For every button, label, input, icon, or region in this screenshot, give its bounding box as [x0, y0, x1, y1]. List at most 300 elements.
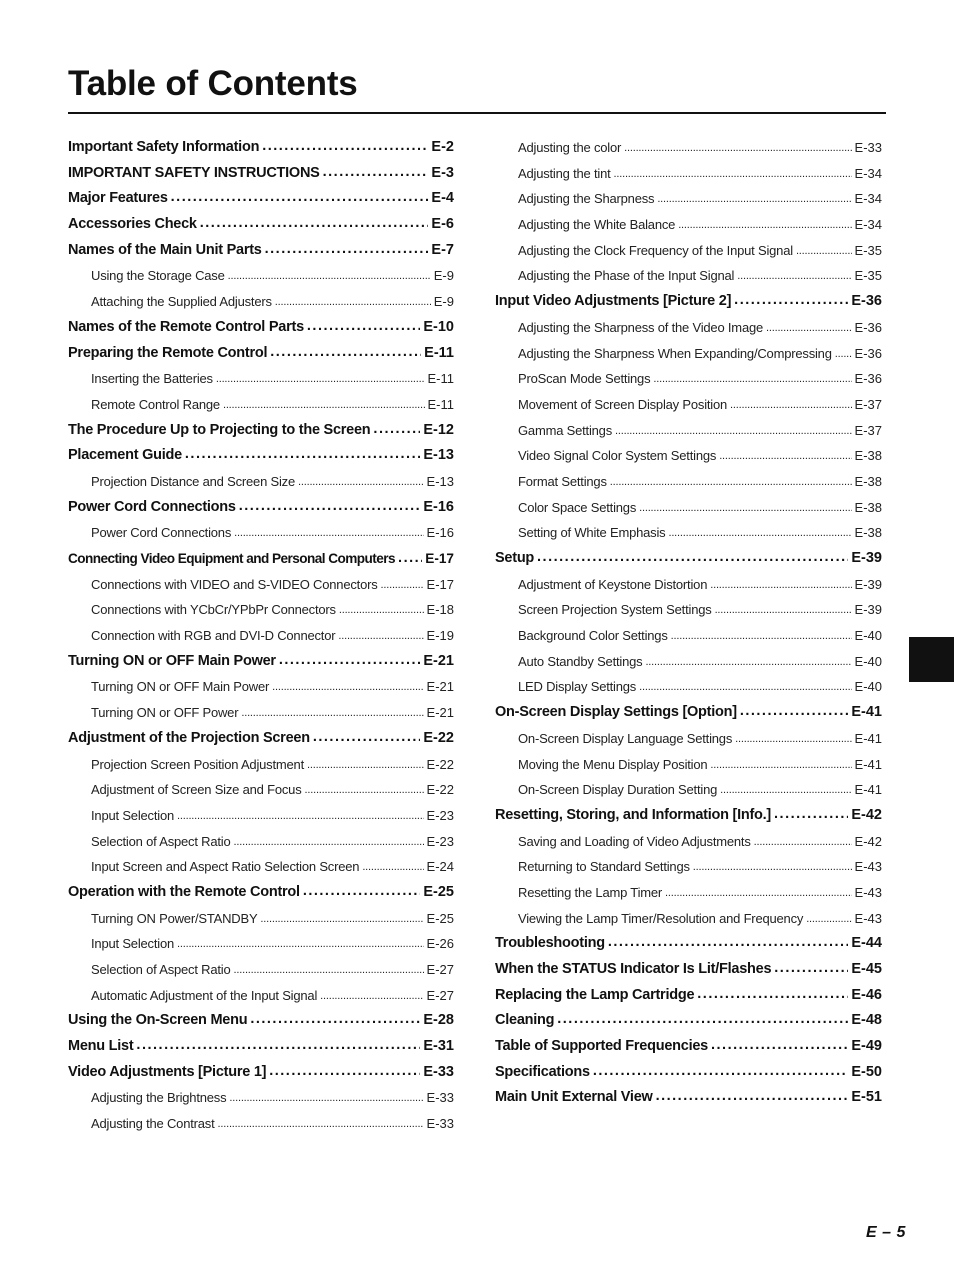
toc-entry-page: E-37	[854, 422, 882, 438]
toc-entry-title: Adjusting the Sharpness of the Video Image	[518, 319, 764, 335]
toc-entry-title: On-Screen Display Language Settings	[518, 730, 733, 746]
toc-leader-dots	[362, 855, 423, 881]
toc-entry-page: E-11	[427, 396, 454, 412]
toc-entry-page: E-21	[426, 705, 454, 721]
toc-subsection-entry[interactable]	[495, 777, 882, 803]
toc-entry-title: Movement of Screen Display Position	[518, 396, 728, 412]
toc-entry-page: E-51	[851, 1089, 882, 1106]
toc-entry-title: LED Display Settings	[518, 679, 637, 695]
toc-subsection-entry[interactable]	[68, 572, 454, 598]
toc-leader-dots	[272, 675, 423, 701]
toc-leader-dots	[796, 239, 852, 265]
toc-entry-page: E-11	[424, 344, 454, 361]
toc-entry-title: Using the Storage Case	[91, 268, 225, 284]
section-tab-marker	[909, 637, 954, 682]
toc-entry-title: Accessories Check	[68, 216, 197, 233]
toc-entry-title: When the STATUS Indicator Is Lit/Flashes	[495, 961, 772, 977]
title-rule	[68, 112, 886, 114]
toc-leader-dots	[275, 290, 431, 316]
toc-entry-title: Adjustment of the Projection Screen	[68, 729, 310, 746]
toc-entry-title: Adjusting the Phase of the Input Signal	[518, 268, 735, 284]
toc-leader-dots	[298, 470, 424, 496]
toc-subsection-entry[interactable]	[495, 572, 882, 598]
toc-entry-page: E-36	[851, 293, 882, 310]
toc-subsection-entry[interactable]	[495, 392, 882, 418]
toc-entry-title: Setup	[495, 550, 535, 566]
toc-section-entry[interactable]	[68, 1008, 454, 1034]
toc-leader-dots	[305, 778, 424, 804]
toc-section-entry[interactable]	[68, 546, 454, 572]
toc-entry-page: E-10	[423, 318, 454, 335]
toc-leader-dots	[279, 648, 421, 674]
toc-entry-page: E-31	[423, 1038, 454, 1055]
toc-entry-title: Table of Supported Frequencies	[495, 1038, 708, 1055]
toc-leader-dots	[265, 237, 429, 263]
toc-entry-title: Moving the Menu Display Position	[518, 756, 708, 772]
toc-entry-title: The Procedure Up to Projecting to the Screen	[68, 421, 371, 438]
toc-subsection-entry[interactable]	[495, 443, 882, 469]
toc-subsection-entry[interactable]	[68, 289, 454, 315]
toc-entry-page: E-49	[851, 1038, 882, 1055]
toc-entry-title: Video Adjustments [Picture 1]	[68, 1063, 267, 1080]
toc-entry-title: Placement Guide	[68, 447, 182, 464]
toc-entry-title: Background Color Settings	[518, 628, 668, 644]
toc-subsection-entry[interactable]	[68, 803, 454, 829]
toc-leader-dots	[250, 1007, 420, 1033]
toc-leader-dots	[177, 932, 424, 958]
toc-subsection-entry[interactable]	[68, 392, 454, 418]
toc-subsection-entry[interactable]	[495, 674, 882, 700]
toc-entry-title: Projection Screen Position Adjustment	[91, 756, 304, 772]
toc-entry-title: Remote Control Range	[91, 396, 220, 412]
toc-entry-title: Projection Distance and Screen Size	[91, 473, 296, 489]
toc-entry-page: E-23	[426, 807, 454, 823]
toc-entry-title: Connecting Video Equipment and Personal Computers	[68, 551, 396, 566]
toc-leader-dots	[320, 984, 423, 1010]
toc-entry-title: Main Unit External View	[495, 1089, 653, 1106]
toc-leader-dots	[665, 881, 851, 907]
toc-leader-dots	[639, 675, 851, 701]
toc-entry-page: E-25	[423, 883, 454, 900]
toc-section-entry[interactable]	[68, 238, 454, 264]
toc-leader-dots	[657, 187, 851, 213]
toc-leader-dots	[537, 545, 848, 571]
toc-leader-dots	[624, 136, 851, 162]
toc-leader-dots	[200, 211, 429, 237]
toc-entry-page: E-40	[854, 628, 882, 644]
toc-leader-dots	[835, 342, 852, 368]
toc-subsection-entry[interactable]	[495, 469, 882, 495]
toc-subsection-entry[interactable]	[495, 649, 882, 675]
toc-entry-page: E-46	[851, 986, 882, 1003]
toc-leader-dots	[766, 316, 852, 342]
toc-entry-title: Attaching the Supplied Adjusters	[91, 294, 272, 310]
toc-entry-title: Input Video Adjustments [Picture 2]	[495, 293, 732, 310]
toc-entry-page: E-22	[426, 756, 454, 772]
toc-subsection-entry[interactable]	[68, 263, 454, 289]
toc-entry-title: Input Selection	[91, 807, 175, 823]
toc-entry-page: E-33	[423, 1063, 454, 1080]
toc-entry-title: Preparing the Remote Control	[68, 344, 268, 361]
toc-entry-page: E-48	[851, 1012, 882, 1029]
toc-entry-page: E-26	[426, 936, 454, 952]
page-title: Table of Contents	[68, 64, 358, 103]
toc-leader-dots	[339, 598, 424, 624]
toc-leader-dots	[381, 573, 424, 599]
toc-leader-dots	[668, 521, 851, 547]
toc-entry-page: E-27	[426, 987, 454, 1003]
toc-entry-page: E-38	[854, 448, 882, 464]
toc-leader-dots	[177, 804, 424, 830]
toc-section-entry[interactable]	[68, 726, 454, 752]
toc-entry-page: E-28	[423, 1012, 454, 1029]
toc-entry-page: E-34	[854, 217, 882, 233]
toc-entry-title: Screen Projection System Settings	[518, 602, 712, 618]
toc-leader-dots	[735, 727, 851, 753]
toc-entry-page: E-4	[431, 190, 454, 207]
toc-entry-page: E-17	[425, 551, 454, 566]
toc-leader-dots	[234, 958, 424, 984]
toc-entry-title: Connections with YCbCr/YPbPr Connectors	[91, 602, 336, 618]
toc-subsection-entry[interactable]	[68, 674, 454, 700]
toc-section-entry[interactable]	[495, 1085, 882, 1111]
toc-entry-page: E-27	[426, 962, 454, 977]
toc-entry-title: Replacing the Lamp Cartridge	[495, 986, 695, 1003]
toc-leader-dots	[710, 573, 851, 599]
toc-leader-dots	[270, 340, 421, 366]
toc-leader-dots	[715, 598, 852, 624]
toc-entry-page: E-17	[426, 576, 454, 592]
toc-entry-title: Adjusting the Clock Frequency of the Input Signal	[518, 242, 793, 258]
toc-subsection-entry[interactable]	[68, 854, 454, 880]
toc-entry-page: E-39	[854, 602, 882, 618]
toc-entry-title: Inserting the Batteries	[91, 371, 213, 387]
toc-entry-page: E-45	[851, 961, 882, 977]
toc-leader-dots	[774, 802, 848, 828]
toc-leader-dots	[737, 264, 851, 290]
toc-leader-dots	[693, 855, 852, 881]
toc-leader-dots	[171, 185, 429, 211]
toc-subsection-entry[interactable]	[495, 520, 882, 546]
toc-subsection-entry[interactable]	[68, 597, 454, 623]
toc-entry-title: Resetting, Storing, and Information [Info.]	[495, 806, 772, 823]
toc-section-entry[interactable]	[68, 495, 454, 521]
toc-subsection-entry[interactable]	[68, 983, 454, 1009]
toc-entry-title: Viewing the Lamp Timer/Resolution and Frequency	[518, 910, 804, 926]
toc-leader-dots	[615, 419, 852, 445]
toc-entry-title: Power Cord Connections	[68, 498, 236, 515]
toc-entry-page: E-37	[854, 396, 882, 412]
toc-entry-page: E-38	[854, 525, 882, 541]
toc-entry-title: Saving and Loading of Video Adjustments	[518, 833, 751, 849]
toc-entry-page: E-13	[426, 473, 454, 489]
toc-entry-page: E-34	[854, 165, 882, 181]
toc-entry-page: E-50	[851, 1063, 882, 1080]
toc-entry-title: Adjusting the color	[518, 140, 622, 155]
toc-section-entry[interactable]	[495, 1060, 882, 1086]
toc-subsection-entry[interactable]	[495, 623, 882, 649]
toc-entry-page: E-6	[431, 216, 454, 233]
toc-entry-title: Names of the Remote Control Parts	[68, 318, 304, 335]
toc-entry-page: E-36	[854, 371, 882, 387]
toc-entry-page: E-22	[423, 729, 454, 746]
toc-entry-title: Video Signal Color System Settings	[518, 448, 717, 464]
toc-leader-dots	[774, 956, 848, 982]
toc-section-entry[interactable]	[68, 315, 454, 341]
toc-entry-page: E-43	[854, 859, 882, 875]
toc-entry-title: Adjusting the Sharpness	[518, 191, 655, 207]
toc-subsection-entry[interactable]	[68, 752, 454, 778]
toc-entry-title: IMPORTANT SAFETY INSTRUCTIONS	[68, 164, 320, 181]
toc-section-entry[interactable]	[68, 1034, 454, 1060]
toc-entry-title: Selection of Aspect Ratio	[91, 962, 231, 977]
toc-leader-dots	[610, 470, 852, 496]
toc-entry-page: E-9	[433, 294, 454, 310]
toc-section-entry[interactable]	[495, 1034, 882, 1060]
toc-entry-page: E-41	[851, 704, 882, 721]
toc-leader-dots	[323, 160, 429, 186]
toc-subsection-entry[interactable]	[495, 161, 882, 187]
toc-leader-dots	[639, 496, 851, 522]
toc-entry-page: E-36	[854, 319, 882, 335]
toc-leader-dots	[398, 546, 422, 572]
toc-subsection-entry[interactable]	[495, 880, 882, 906]
toc-section-entry[interactable]	[68, 212, 454, 238]
toc-entry-page: E-9	[433, 268, 454, 284]
toc-leader-dots	[740, 699, 849, 725]
toc-entry-title: Automatic Adjustment of the Input Signal	[91, 987, 318, 1003]
toc-entry-page: E-43	[854, 910, 882, 926]
toc-section-entry[interactable]	[68, 443, 454, 469]
toc-entry-page: E-21	[426, 679, 454, 695]
toc-subsection-entry[interactable]	[495, 906, 882, 932]
toc-leader-dots	[218, 1112, 424, 1138]
toc-leader-dots	[307, 314, 420, 340]
toc-entry-page: E-12	[423, 421, 454, 438]
toc-leader-dots	[671, 624, 852, 650]
toc-entry-title: Names of the Main Unit Parts	[68, 241, 262, 258]
toc-subsection-entry[interactable]	[495, 186, 882, 212]
toc-leader-dots	[719, 444, 851, 470]
toc-subsection-entry[interactable]	[495, 135, 882, 161]
toc-subsection-entry[interactable]	[68, 931, 454, 957]
toc-entry-page: E-33	[854, 140, 882, 155]
toc-subsection-entry[interactable]	[495, 752, 882, 778]
toc-entry-title: Adjusting the Contrast	[91, 1116, 215, 1132]
toc-entry-title: On-Screen Display Settings [Option]	[495, 704, 737, 721]
toc-entry-title: Using the On-Screen Menu	[68, 1012, 248, 1029]
toc-section-entry[interactable]	[495, 289, 882, 315]
toc-subsection-entry[interactable]	[68, 906, 454, 932]
toc-entry-title: Troubleshooting	[495, 935, 605, 952]
toc-leader-dots	[653, 367, 851, 393]
toc-subsection-entry[interactable]	[495, 366, 882, 392]
toc-entry-page: E-25	[426, 910, 454, 926]
toc-entry-title: Adjustment of Keystone Distortion	[518, 576, 708, 592]
toc-section-entry[interactable]	[495, 700, 882, 726]
toc-entry-page: E-43	[854, 884, 882, 900]
toc-leader-dots	[614, 162, 852, 188]
toc-leader-dots	[269, 1059, 420, 1085]
toc-leader-dots	[216, 367, 425, 393]
toc-entry-page: E-41	[854, 782, 882, 798]
toc-entry-title: ProScan Mode Settings	[518, 371, 651, 387]
toc-leader-dots	[260, 907, 423, 933]
toc-subsection-entry[interactable]	[495, 315, 882, 341]
toc-entry-page: E-33	[426, 1116, 454, 1132]
toc-section-entry[interactable]	[68, 880, 454, 906]
toc-entry-page: E-13	[423, 447, 454, 464]
toc-leader-dots	[593, 1059, 849, 1085]
toc-entry-page: E-3	[431, 164, 454, 181]
toc-entry-title: Major Features	[68, 190, 168, 207]
toc-entry-title: Returning to Standard Settings	[518, 859, 690, 875]
toc-entry-title: Specifications	[495, 1063, 590, 1080]
toc-entry-page: E-23	[426, 833, 454, 849]
toc-subsection-entry[interactable]	[495, 829, 882, 855]
toc-leader-dots	[373, 417, 420, 443]
toc-entry-page: E-41	[854, 730, 882, 746]
toc-leader-dots	[656, 1084, 849, 1110]
toc-subsection-entry[interactable]	[495, 341, 882, 367]
toc-subsection-entry[interactable]	[495, 854, 882, 880]
toc-leader-dots	[239, 494, 421, 520]
toc-entry-page: E-18	[426, 602, 454, 618]
toc-entry-page: E-36	[854, 345, 882, 361]
toc-section-entry[interactable]	[68, 161, 454, 187]
toc-leader-dots	[307, 753, 424, 779]
toc-entry-page: E-16	[426, 525, 454, 541]
toc-section-entry[interactable]	[495, 803, 882, 829]
toc-entry-title: Cleaning	[495, 1012, 555, 1029]
toc-leader-dots	[338, 624, 423, 650]
toc-entry-page: E-24	[426, 859, 454, 875]
toc-subsection-entry[interactable]	[68, 829, 454, 855]
toc-leader-dots	[806, 907, 851, 933]
toc-entry-page: E-41	[854, 756, 882, 772]
toc-subsection-entry[interactable]	[495, 418, 882, 444]
toc-entry-page: E-33	[426, 1090, 454, 1106]
toc-leader-dots	[262, 134, 428, 160]
toc-entry-page: E-39	[851, 550, 882, 566]
toc-subsection-entry[interactable]	[68, 366, 454, 392]
toc-leader-dots	[223, 393, 425, 419]
toc-entry-title: Power Cord Connections	[91, 525, 232, 541]
toc-entry-title: Connections with VIDEO and S-VIDEO Connectors	[91, 576, 378, 592]
toc-entry-title: Adjusting the White Balance	[518, 217, 676, 233]
toc-subsection-entry[interactable]	[68, 957, 454, 983]
toc-leader-dots	[241, 701, 423, 727]
toc-subsection-entry[interactable]	[495, 726, 882, 752]
toc-entry-title: Setting of White Emphasis	[518, 525, 666, 541]
page-number: E – 5	[866, 1224, 906, 1241]
toc-entry-page: E-19	[426, 628, 454, 644]
toc-section-entry[interactable]	[68, 1060, 454, 1086]
toc-leader-dots	[229, 1086, 423, 1112]
toc-leader-dots	[136, 1033, 420, 1059]
toc-entry-title: Color Space Settings	[518, 499, 637, 515]
toc-leader-dots	[734, 288, 848, 314]
toc-entry-title: Gamma Settings	[518, 422, 613, 438]
toc-leader-dots	[711, 1033, 848, 1059]
toc-entry-title: Adjustment of Screen Size and Focus	[91, 782, 302, 798]
toc-entry-page: E-40	[854, 679, 882, 695]
toc-entry-page: E-11	[427, 371, 454, 387]
toc-section-entry[interactable]	[68, 186, 454, 212]
toc-subsection-entry[interactable]	[495, 597, 882, 623]
toc-entry-title: Operation with the Remote Control	[68, 883, 300, 900]
toc-entry-page: E-42	[854, 833, 882, 849]
toc-subsection-entry[interactable]	[68, 520, 454, 546]
toc-entry-page: E-38	[854, 499, 882, 515]
toc-entry-title: Important Safety Information	[68, 139, 260, 155]
toc-entry-title: Adjusting the Brightness	[91, 1090, 227, 1106]
toc-entry-page: E-44	[851, 935, 882, 952]
toc-leader-dots	[557, 1007, 848, 1033]
toc-entry-title: Turning ON Power/STANDBY	[91, 910, 258, 926]
toc-entry-page: E-34	[854, 191, 882, 207]
toc-entry-title: On-Screen Display Duration Setting	[518, 782, 718, 798]
toc-entry-title: Menu List	[68, 1038, 134, 1055]
toc-entry-page: E-21	[423, 652, 454, 669]
toc-subsection-entry[interactable]	[495, 263, 882, 289]
toc-section-entry[interactable]	[495, 983, 882, 1009]
toc-subsection-entry[interactable]	[68, 777, 454, 803]
toc-section-entry[interactable]	[495, 931, 882, 957]
toc-entry-page: E-39	[854, 576, 882, 592]
toc-section-entry[interactable]	[495, 957, 882, 983]
toc-leader-dots	[754, 830, 852, 856]
toc-entry-title: Auto Standby Settings	[518, 653, 643, 669]
toc-entry-title: Adjusting the Sharpness When Expanding/Compressing	[518, 345, 832, 361]
toc-entry-page: E-35	[854, 268, 882, 284]
toc-leader-dots	[697, 982, 848, 1008]
toc-leader-dots	[678, 213, 851, 239]
toc-entry-title: Connection with RGB and DVI-D Connector	[91, 628, 336, 644]
toc-leader-dots	[608, 930, 849, 956]
toc-leader-dots	[234, 521, 423, 547]
toc-leader-dots	[185, 442, 420, 468]
toc-column-right	[495, 135, 882, 1111]
toc-subsection-entry[interactable]	[68, 700, 454, 726]
toc-entry-page: E-7	[431, 241, 454, 258]
toc-subsection-entry[interactable]	[495, 495, 882, 521]
toc-section-entry[interactable]	[68, 649, 454, 675]
toc-subsection-entry[interactable]	[68, 1085, 454, 1111]
toc-section-entry[interactable]	[68, 341, 454, 367]
toc-entry-title: Resetting the Lamp Timer	[518, 884, 663, 900]
toc-section-entry[interactable]	[68, 418, 454, 444]
toc-leader-dots	[710, 753, 851, 779]
toc-subsection-entry[interactable]	[495, 212, 882, 238]
toc-entry-page: E-2	[431, 139, 454, 155]
toc-leader-dots	[228, 264, 431, 290]
toc-subsection-entry[interactable]	[68, 623, 454, 649]
toc-subsection-entry[interactable]	[68, 469, 454, 495]
toc-section-entry[interactable]	[495, 1008, 882, 1034]
toc-entry-title: Input Selection	[91, 936, 175, 952]
toc-section-entry[interactable]	[68, 135, 454, 161]
toc-entry-page: E-16	[423, 498, 454, 515]
toc-section-entry[interactable]	[495, 546, 882, 572]
toc-leader-dots	[720, 778, 851, 804]
toc-column-left	[68, 135, 454, 1137]
toc-subsection-entry[interactable]	[495, 238, 882, 264]
toc-subsection-entry[interactable]	[68, 1111, 454, 1137]
toc-leader-dots	[645, 650, 851, 676]
toc-entry-page: E-22	[426, 782, 454, 798]
toc-entry-title: Adjusting the tint	[518, 165, 611, 181]
